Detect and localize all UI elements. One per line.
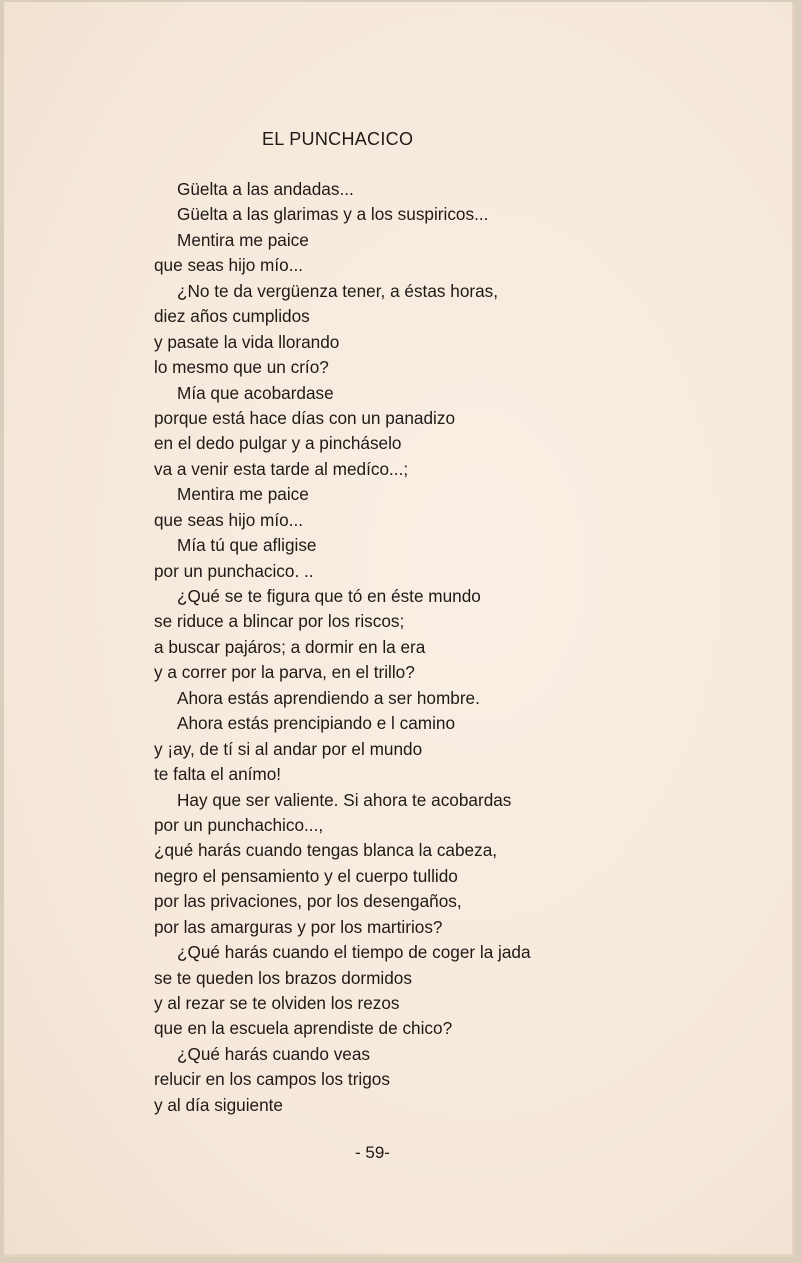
poem-line: y ¡ay, de tí si al andar por el mundo (154, 738, 423, 759)
poem-line: lo mesmo que un crío? (154, 357, 329, 378)
poem-text (154, 177, 624, 1118)
poem-line: ¿qué harás cuando tengas blanca la cabeza, (154, 840, 498, 861)
poem-line: ¿Qué harás cuando veas (177, 1043, 370, 1064)
book-page (4, 2, 795, 1257)
poem-line: Mía que acobardase (177, 382, 334, 403)
poem-line: va a venir esta tarde al medíco...; (154, 458, 409, 479)
poem-line: te falta el anímo! (154, 764, 282, 785)
poem-line: ¿Qué harás cuando el tiempo de coger la jada (177, 942, 531, 963)
poem-line: relucir en los campos los trigos (154, 1069, 390, 1090)
poem-line: y al día siguiente (154, 1094, 283, 1115)
poem-line: negro el pensamiento y el cuerpo tullido (154, 865, 458, 886)
poem-line: Mentira me paice (177, 229, 309, 250)
poem-line: y al rezar se te olviden los rezos (154, 993, 400, 1013)
poem-line: diez años cumplidos (154, 306, 310, 327)
poem-line: Güelta a las glarimas y a los suspiricos... (177, 204, 489, 225)
poem-line: y a correr por la parva, en el trillo? (154, 662, 415, 683)
poem-title: EL PUNCHACICO (262, 129, 414, 149)
poem-line: Mía tú que afligise (177, 535, 317, 556)
poem-line: ¿No te da vergüenza tener, a éstas horas, (177, 280, 499, 301)
poem-line: Güelta a las andadas... (177, 179, 354, 199)
poem-line: Mentira me paice (177, 484, 309, 505)
poem-line: se riduce a blincar por los riscos; (154, 611, 405, 632)
poem-line: que seas hijo mío... (154, 255, 304, 276)
poem-line: Hay que ser valiente. Si ahora te acobardas (177, 789, 512, 810)
poem-line: en el dedo pulgar y a pincháselo (154, 433, 402, 454)
page-number: - 59- (355, 1143, 390, 1162)
poem-line: Ahora estás aprendiendo a ser hombre. (177, 687, 480, 708)
poem-line: por un punchachico..., (154, 814, 324, 835)
poem-line: a buscar pajáros; a dormir en la era (154, 636, 426, 657)
poem-line: ¿Qué se te figura que tó en éste mundo (177, 586, 481, 606)
poem-line: por las privaciones, por los desengaños, (154, 891, 462, 912)
poem-line: y pasate la vida llorando (154, 331, 340, 352)
poem-line: que en la escuela aprendiste de chico? (154, 1018, 453, 1039)
poem-line: se te queden los brazos dormidos (154, 967, 412, 988)
poem-line: porque está hace días con un panadizo (154, 407, 456, 428)
poem-line: que seas hijo mío... (154, 509, 304, 530)
poem-line: por un punchacico. .. (154, 560, 314, 581)
poem-line: por las amarguras y por los martirios? (154, 916, 443, 937)
poem-line: Ahora estás prencipiando e l camino (177, 713, 456, 734)
